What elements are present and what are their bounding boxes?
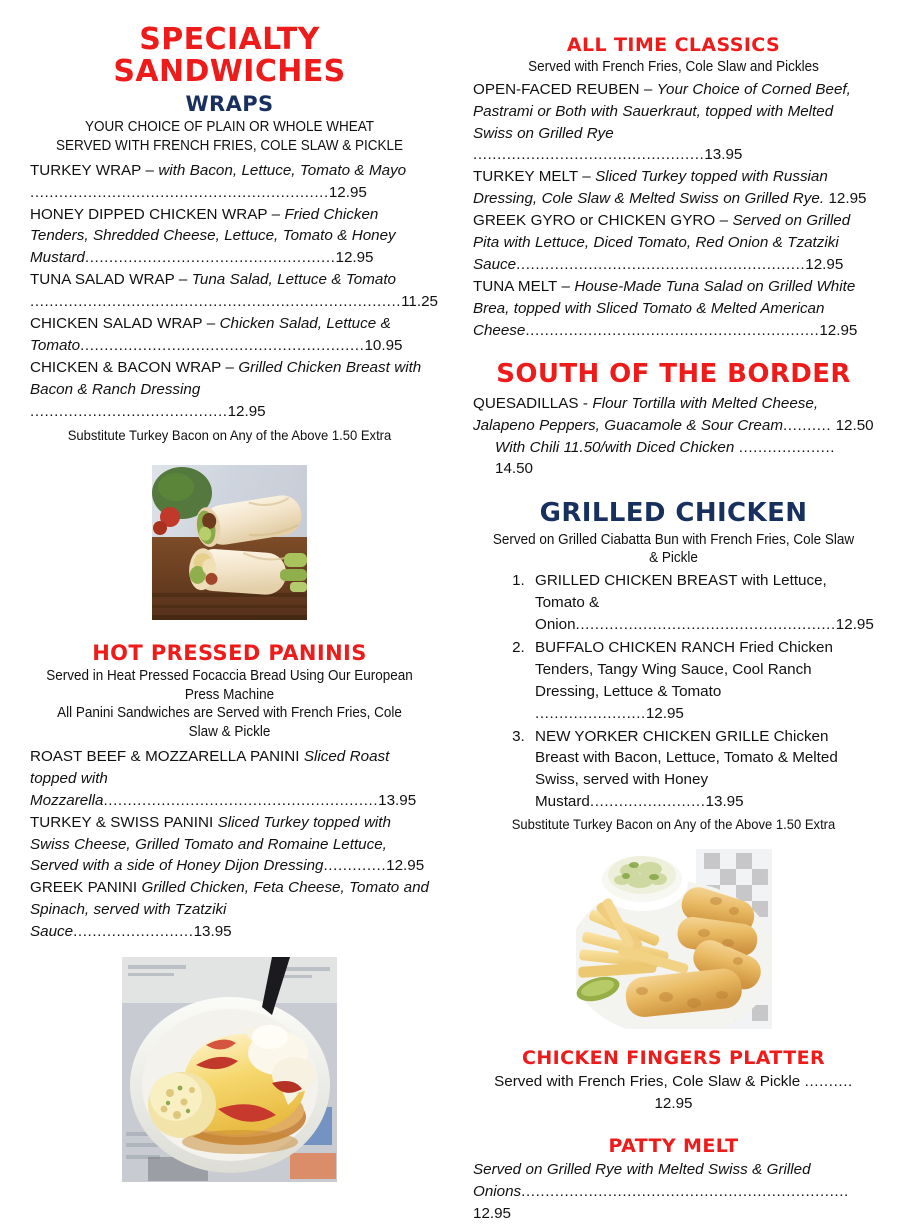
menu-item [30,269,438,313]
item-price: 12.95 [835,616,874,634]
item-price: 13.95 [705,793,744,811]
wraps-subtitle-1: YOUR CHOICE OF PLAIN OR WHOLE WHEAT [85,119,374,136]
item-price: 13.95 [704,146,743,164]
item-name: GREEK GYRO or CHICKEN GYRO – [473,212,733,230]
item-name: HONEY DIPPED CHICKEN WRAP – [30,205,285,223]
item-desc: with Lettuce, Tomato & Onion [535,572,827,634]
menu-item [30,160,429,204]
menu-item [473,393,874,437]
list-item [529,637,874,725]
leader-dots: ........................................................... [80,336,365,354]
section-title-chicken-fingers-platter: CHICKEN FINGERS PLATTER [522,1047,825,1070]
item-price: 12.50 [835,416,874,434]
leader-dots: ......................................................... [103,791,379,809]
grilled-chicken-subtitle: Served on Grilled Ciabatta Bun with French Fries, Cole Slaw & Pickle [492,531,855,567]
chicken-fingers-line [473,1071,874,1115]
item-name: NEW YORKER CHICKEN GRILLE [535,727,774,745]
wraps-substitute-note: Substitute Turkey Bacon on Any of the Above 1.50 Extra [67,427,392,444]
item-desc: Sliced Turkey topped with Swiss Cheese, Grilled Tomato and Romaine Lettuce, Served with a side of Honey Dijon Dressing [30,813,391,875]
item-desc: Flour Tortilla with Melted Cheese, Jalapeno Peppers, Guacamole & Sour Cream [473,394,819,434]
grilled-chicken-substitute-note: Substitute Turkey Bacon on Any of the Above 1.50 Extra [511,816,836,833]
item-name: BUFFALO CHICKEN RANCH [535,638,740,656]
menu-item [30,877,429,943]
item-price: 12.95 [819,321,858,339]
menu-item [473,166,874,210]
item-desc: Grilled Chicken, Feta Cheese, Tomato and Spinach, served with Tzatziki Sauce [30,879,429,941]
right-column [455,0,910,1225]
item-desc: Fried Chicken Tenders, Tangy Wing Sauce, Cool Ranch Dressing, Lettuce & Tomato [535,638,833,700]
wraps-subtitle-2: SERVED WITH FRENCH FRIES, COLE SLAW & PICKLE [56,137,403,154]
item-price: 11.25 [401,293,438,311]
leader-dots: ............................................................. [525,321,820,339]
chicken-fingers-photo [576,849,772,1029]
item-desc: Served with French Fries, Cole Slaw & Pickle [494,1073,805,1091]
item-name: CHICKEN & BACON WRAP – [30,358,239,376]
item-name: GRILLED CHICKEN BREAST [535,572,742,590]
item-price: 12.95 [805,255,844,273]
section-title-wraps: WRAPS [185,92,274,116]
item-desc: House-Made Tuna Salad on Grilled White Brea, topped with Sliced Tomato & Melted American Cheese [473,277,856,339]
item-price: 13.95 [378,791,417,809]
item-desc: Served on Grilled Rye with Melted Swiss & Grilled Onions [473,1160,811,1200]
item-name: TURKEY MELT – [473,168,596,186]
leader-dots: .................................................... [84,249,336,267]
menu-item [30,746,429,812]
leader-dots: ....................... [535,704,646,722]
menu-item [473,79,874,167]
item-desc: Sliced Roast topped with Mozzarella [30,748,390,809]
item-name: GREEK PANINI [30,879,142,897]
leader-dots: ......................................... [30,402,228,420]
chicken-wrap-photo-svg [152,465,307,620]
section-title-patty-melt: PATTY MELT [608,1135,739,1158]
section-title-all-time-classics: ALL TIME CLASSICS [566,34,781,56]
section-title-specialty-sandwiches: SPECIALTY SANDWICHES [113,22,346,89]
item-desc: Your Choice of Corned Beef, Pastrami or Both with Sauerkraut, topped with Melted Swiss on Grilled Rye [473,80,851,142]
open-faced-melt-photo [122,957,337,1182]
item-price: 12.95 [335,249,374,267]
item-price: 12.95 [654,1095,693,1113]
list-item [529,726,874,814]
item-price: 10.95 [364,336,403,354]
item-name: OPEN-FACED REUBEN – [473,80,657,98]
leader-dots: .......... [782,416,832,434]
item-price: 12.95 [227,402,266,420]
list-item [529,570,874,636]
item-desc: Chicken Breast with Bacon, Lettuce, Tomato & Melted Swiss, served with Honey Mustard [535,727,838,811]
item-name: TUNA MELT – [473,277,575,295]
leader-dots: .......... [804,1073,853,1091]
section-title-hot-pressed-paninis: HOT PRESSED PANINIS [92,640,367,665]
item-price: 12.95 [328,183,367,201]
item-desc: Fried Chicken Tenders, Shredded Cheese, Lettuce, Tomato & Honey Mustard [30,205,396,267]
leader-dots: ...................................................... [575,616,836,634]
item-desc: Grilled Chicken Breast with Bacon & Ranch Dressing [30,358,422,398]
leader-dots: ................................................ [473,146,705,164]
menu-item [30,204,429,270]
item-name: TURKEY & SWISS PANINI [30,813,218,831]
item-desc: with Bacon, Lettuce, Tomato & Mayo [158,161,407,179]
open-faced-melt-photo-svg [122,957,337,1182]
menu-item [30,357,429,423]
item-price: 12.95 [386,857,425,875]
menu-item [30,812,429,878]
classics-subtitle: Served with French Fries, Cole Slaw and Pickles [528,58,819,75]
item-price: 12.95 [473,1204,512,1222]
item-desc: With Chili 11.50/with Diced Chicken [495,438,739,456]
paninis-subtitle-2: All Panini Sandwiches are Served with French Fries, Cole Slaw & Pickle [57,705,402,741]
item-desc: Tuna Salad, Lettuce & Tomato [191,271,397,289]
leader-dots: ........................ [589,793,706,811]
item-desc: Sliced Turkey topped with Russian Dressing, Cole Slaw & Melted Swiss on Grilled Rye. [473,168,829,208]
item-desc: Served on Grilled Pita with Lettuce, Diced Tomato, Red Onion & Tzatziki Sauce [473,212,851,273]
section-title-south-of-the-border: SOUTH OF THE BORDER [496,359,851,390]
item-name: CHICKEN SALAD WRAP – [30,314,220,332]
leader-dots: ......................... [73,923,194,941]
leader-dots: ............................................................................. [30,293,402,311]
item-name: ROAST BEEF & MOZZARELLA PANINI [30,748,304,766]
leader-dots: ............. [323,857,387,875]
grilled-chicken-list [473,570,874,813]
menu-item [473,437,874,481]
section-title-grilled-chicken: GRILLED CHICKEN [539,498,808,529]
item-name: QUESADILLAS - [473,394,593,412]
item-name: TUNA SALAD WRAP – [30,271,192,289]
leader-dots: .............................................................. [30,183,329,201]
leader-dots: .................... [738,438,836,456]
menu-item [473,276,874,342]
item-price: 12.95 [645,704,684,722]
item-desc: Chicken Salad, Lettuce & Tomato [30,314,391,354]
patty-melt-line [473,1159,874,1225]
chicken-wrap-photo [152,465,307,620]
item-price: 12.95 [828,190,867,208]
item-price: 14.50 [495,460,534,478]
menu-item [473,210,874,276]
item-price: 13.95 [193,923,232,941]
leader-dots: ............................................................ [516,255,806,273]
chicken-fingers-photo-svg [576,849,772,1029]
leader-dots: .................................................................... [521,1182,849,1200]
menu-item [30,313,429,357]
paninis-subtitle-1: Served in Heat Pressed Focaccia Bread Using Our European Press Machine [46,667,413,703]
item-name: TURKEY WRAP – [30,161,159,179]
